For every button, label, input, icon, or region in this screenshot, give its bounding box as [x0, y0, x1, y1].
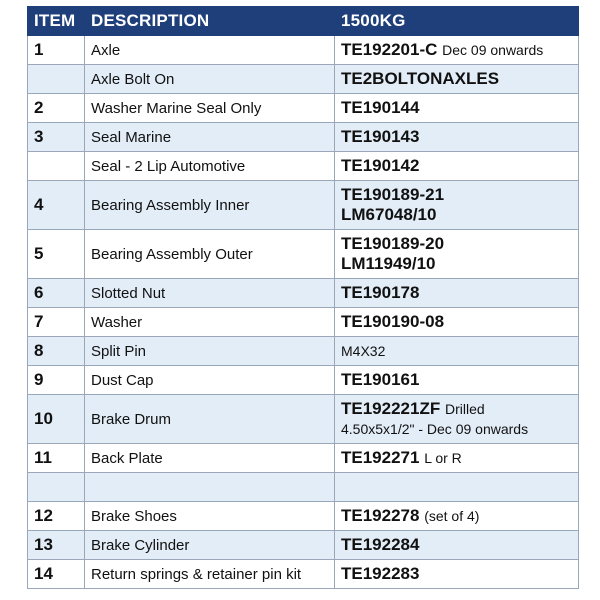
part-code-cell	[335, 444, 579, 473]
item-number: 1	[28, 36, 85, 65]
table-row	[28, 502, 579, 531]
table-row	[28, 395, 579, 444]
header-code: 1500KG	[335, 7, 579, 36]
header-item: ITEM	[28, 7, 85, 36]
item-number: 9	[28, 366, 85, 395]
item-description: Brake Cylinder	[85, 531, 335, 560]
part-code-cell	[335, 152, 579, 181]
part-code-cell	[335, 181, 579, 230]
item-description: Dust Cap	[85, 366, 335, 395]
table-row	[28, 230, 579, 279]
part-code: TE190189-21	[341, 185, 445, 204]
parts-table	[27, 6, 579, 589]
part-code-cell	[335, 279, 579, 308]
item-number	[28, 473, 85, 502]
item-description: Washer	[85, 308, 335, 337]
item-number	[28, 65, 85, 94]
part-code: TE192278	[341, 506, 420, 525]
part-code-alt: LM67048/10	[341, 205, 437, 224]
item-description: Bearing Assembly Inner	[85, 181, 335, 230]
part-code: TE190178	[341, 283, 420, 302]
item-description: Bearing Assembly Outer	[85, 230, 335, 279]
table-row	[28, 366, 579, 395]
item-description: Return springs & retainer pin kit	[85, 560, 335, 589]
part-code-cell	[335, 337, 579, 366]
table-row	[28, 152, 579, 181]
part-code-cell	[335, 36, 579, 65]
part-code: TE190143	[341, 127, 420, 146]
part-code-cell	[335, 366, 579, 395]
part-note: (set of 4)	[424, 508, 480, 524]
part-note: Drilled	[444, 401, 485, 417]
part-code-cell	[335, 473, 579, 502]
item-number: 4	[28, 181, 85, 230]
part-code: TE190190-08	[341, 312, 445, 331]
part-code-cell	[335, 560, 579, 589]
item-description: Brake Shoes	[85, 502, 335, 531]
item-number: 14	[28, 560, 85, 589]
part-code-cell	[335, 65, 579, 94]
part-code: TE190161	[341, 370, 420, 389]
part-code-cell	[335, 308, 579, 337]
table-row	[28, 531, 579, 560]
part-code-alt: LM11949/10	[341, 254, 436, 273]
item-description: Seal - 2 Lip Automotive	[85, 152, 335, 181]
item-description: Slotted Nut	[85, 279, 335, 308]
item-description: Axle Bolt On	[85, 65, 335, 94]
table-row	[28, 65, 579, 94]
part-code: TE192201-C	[341, 40, 438, 59]
item-number: 10	[28, 395, 85, 444]
header-row	[28, 7, 579, 36]
part-code: TE2BOLTONAXLES	[341, 69, 500, 88]
item-number: 5	[28, 230, 85, 279]
table-row	[28, 94, 579, 123]
part-code: TE192283	[341, 564, 420, 583]
item-number: 11	[28, 444, 85, 473]
part-note: L or R	[424, 450, 462, 466]
item-description	[85, 473, 335, 502]
part-code: TE192221ZF	[341, 399, 441, 418]
table-row	[28, 36, 579, 65]
item-description: Brake Drum	[85, 395, 335, 444]
item-number: 13	[28, 531, 85, 560]
table-row	[28, 123, 579, 152]
item-number: 3	[28, 123, 85, 152]
table-row	[28, 279, 579, 308]
item-number: 6	[28, 279, 85, 308]
part-code-cell	[335, 230, 579, 279]
part-code-cell	[335, 531, 579, 560]
item-number: 8	[28, 337, 85, 366]
table-row-empty	[28, 473, 579, 502]
table-row	[28, 444, 579, 473]
part-code: TE190142	[341, 156, 420, 175]
part-code: TE192271	[341, 448, 420, 467]
part-code-cell	[335, 94, 579, 123]
part-code-cell	[335, 395, 579, 444]
item-description: Back Plate	[85, 444, 335, 473]
part-code: TE190144	[341, 98, 420, 117]
part-note: Dec 09 onwards	[442, 42, 544, 58]
part-code: TE192284	[341, 535, 420, 554]
part-note-detail: 4.50x5x1/2" - Dec 09 onwards	[341, 421, 529, 437]
header-description: DESCRIPTION	[85, 7, 335, 36]
table-row	[28, 560, 579, 589]
item-description: Seal Marine	[85, 123, 335, 152]
item-description: Axle	[85, 36, 335, 65]
item-number	[28, 152, 85, 181]
table-row	[28, 308, 579, 337]
part-code: TE190189-20	[341, 234, 445, 253]
part-code: M4X32	[341, 343, 386, 359]
item-description: Washer Marine Seal Only	[85, 94, 335, 123]
item-number: 12	[28, 502, 85, 531]
item-number: 7	[28, 308, 85, 337]
part-code-cell	[335, 123, 579, 152]
item-description: Split Pin	[85, 337, 335, 366]
item-number: 2	[28, 94, 85, 123]
part-code-cell	[335, 502, 579, 531]
table-row	[28, 337, 579, 366]
table-row	[28, 181, 579, 230]
